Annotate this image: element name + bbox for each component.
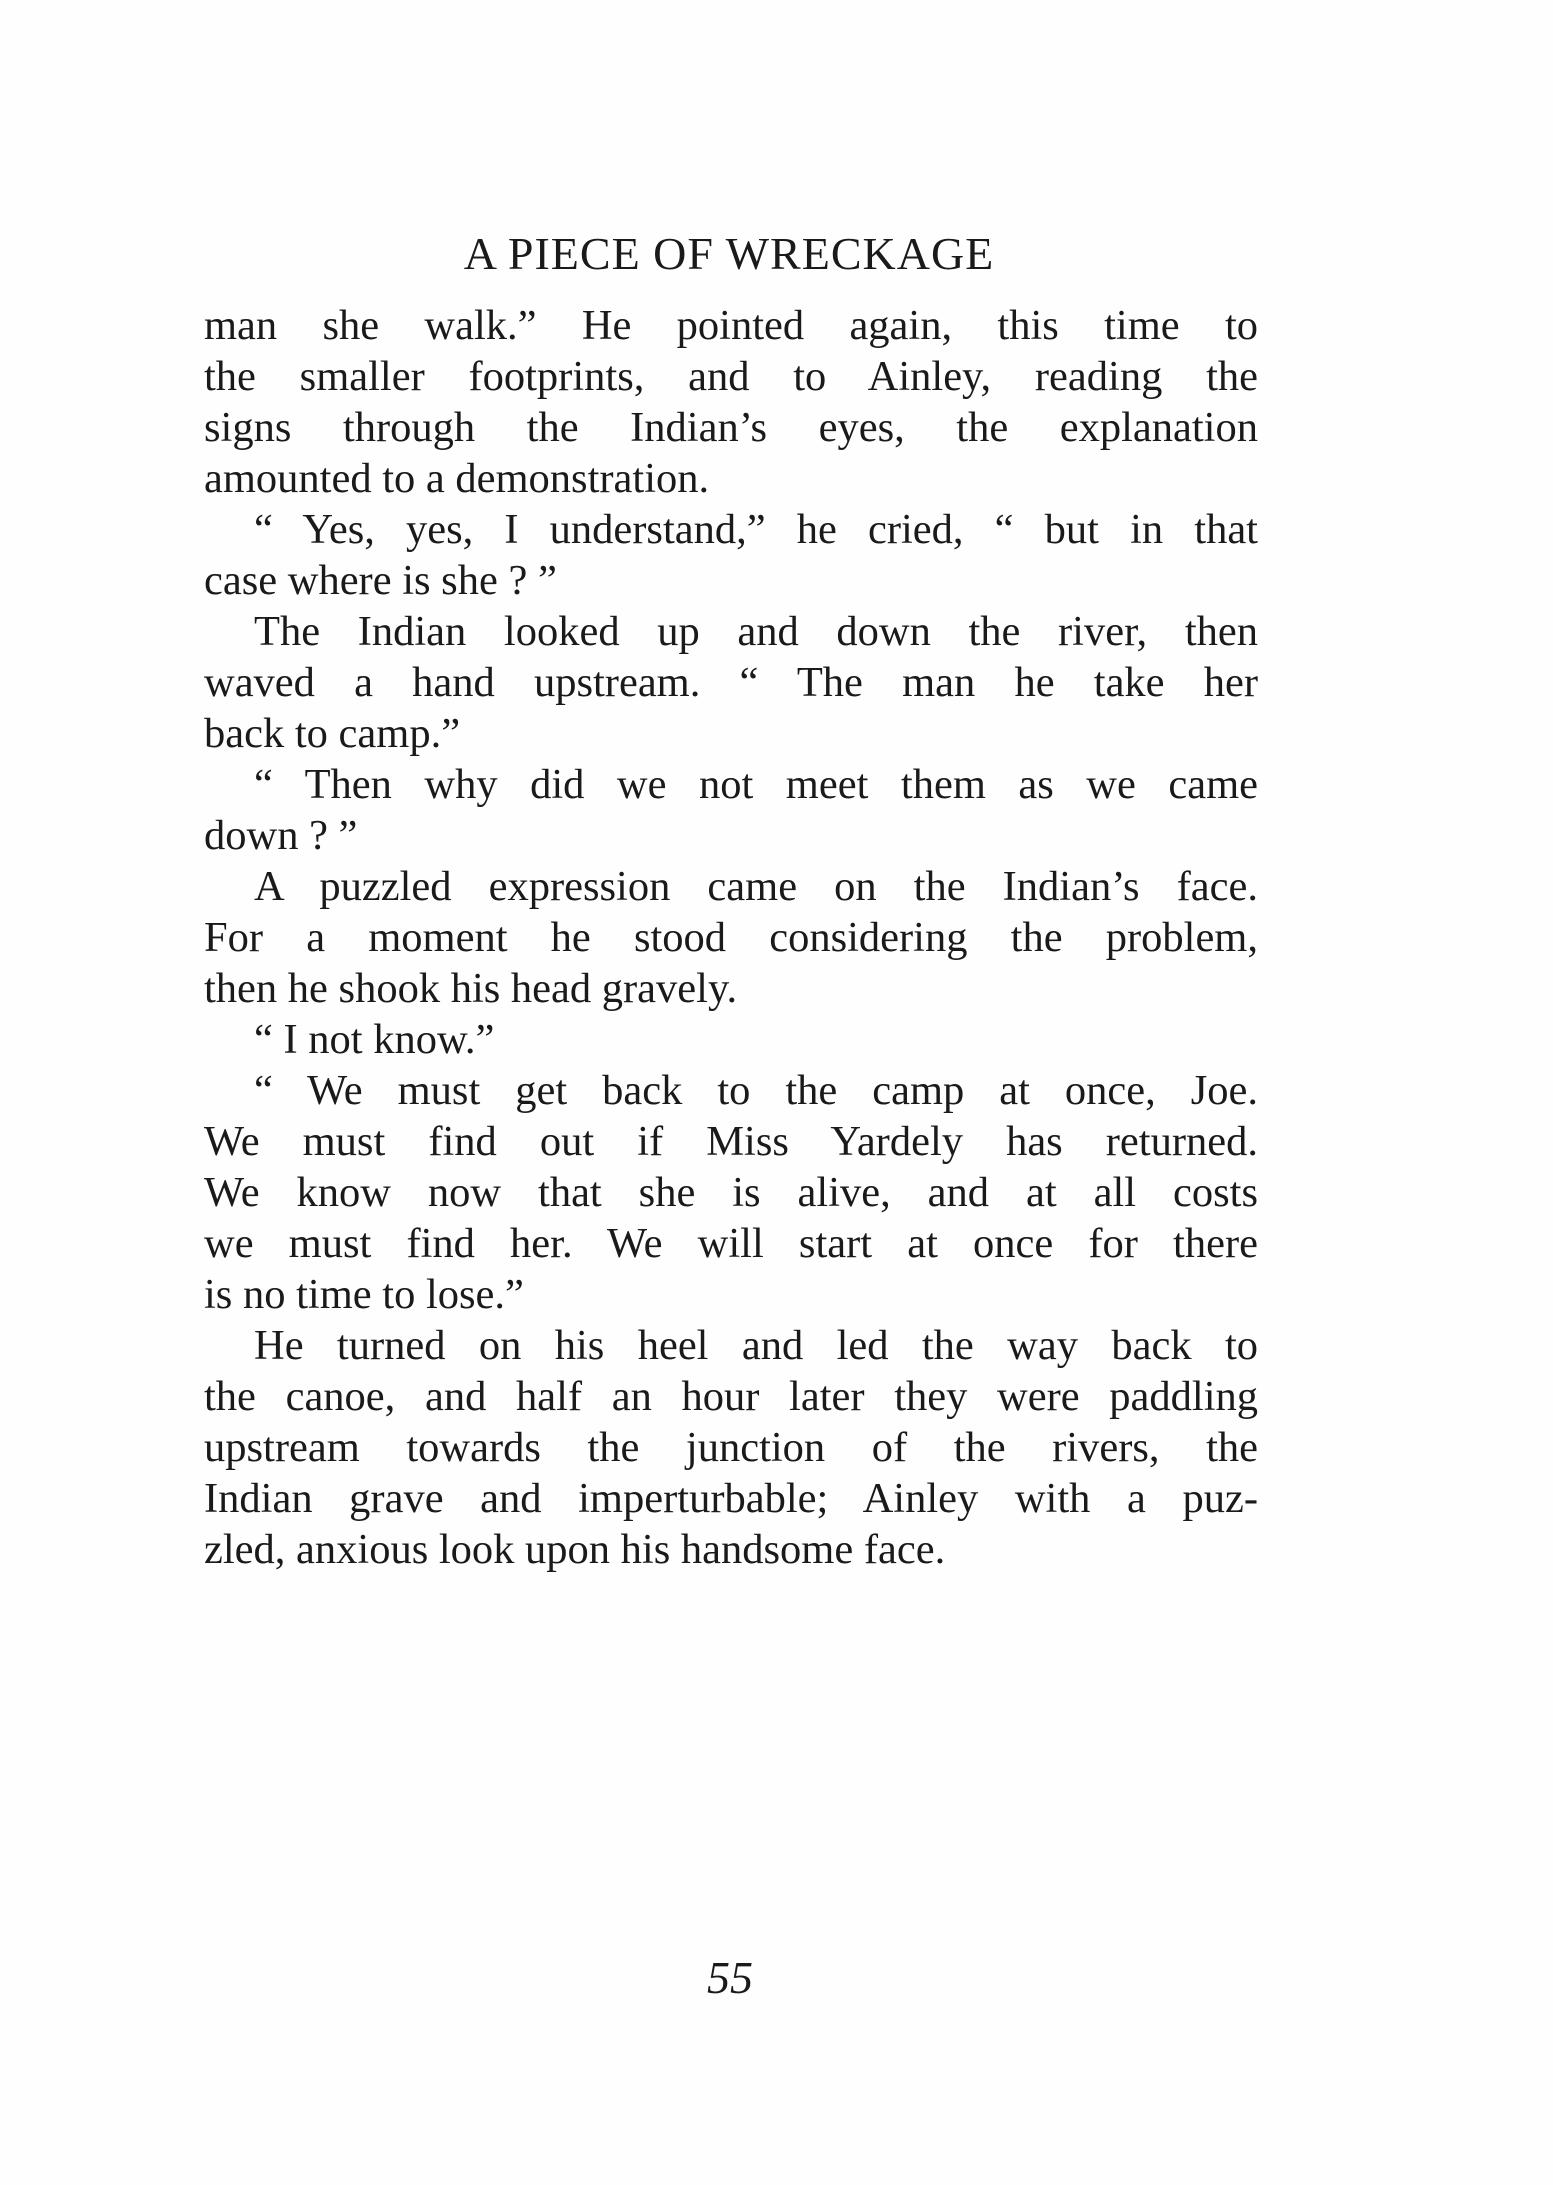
text-line: “ Yes, yes, I understand,” he cried, “ but in that <box>254 506 1258 553</box>
text-line: We must find out if Miss Yardely has returned. <box>204 1118 1258 1165</box>
text-line: We know now that she is alive, and at all costs <box>204 1169 1258 1216</box>
body-text <box>204 300 1258 1575</box>
text-line: signs through the Indian’s eyes, the explanation <box>204 404 1258 451</box>
text-line: man she walk.” He pointed again, this time to <box>204 302 1258 349</box>
text-line: amounted to a demonstration. <box>204 455 710 502</box>
text-line: back to camp.” <box>204 710 461 757</box>
text-line: we must find her. We will start at once for there <box>204 1220 1258 1267</box>
text-line: Indian grave and imperturbable; Ainley with a puz- <box>204 1475 1258 1522</box>
text-line: zled, anxious look upon his handsome face. <box>204 1526 946 1573</box>
text-line: “ We must get back to the camp at once, Joe. <box>254 1067 1258 1114</box>
running-head: A PIECE OF WRECKAGE <box>463 228 995 279</box>
text-line: For a moment he stood considering the problem, <box>204 914 1258 961</box>
text-line: “ I not know.” <box>254 1016 495 1063</box>
text-line: down ? ” <box>204 812 358 859</box>
text-line: the canoe, and half an hour later they were paddling <box>204 1373 1258 1420</box>
text-line: waved a hand upstream. “ The man he take her <box>204 659 1258 706</box>
text-line: upstream towards the junction of the rivers, the <box>204 1424 1258 1471</box>
text-line: The Indian looked up and down the river, then <box>254 608 1258 655</box>
text-line: is no time to lose.” <box>204 1271 524 1318</box>
page-number: 55 <box>707 1952 753 2003</box>
text-line: A puzzled expression came on the Indian’s face. <box>254 863 1258 910</box>
text-line: case where is she ? ” <box>204 557 557 604</box>
text-line: He turned on his heel and led the way back to <box>254 1322 1258 1369</box>
text-line: then he shook his head gravely. <box>204 965 738 1012</box>
text-line: “ Then why did we not meet them as we came <box>254 761 1258 808</box>
text-line: the smaller footprints, and to Ainley, reading the <box>204 353 1258 400</box>
